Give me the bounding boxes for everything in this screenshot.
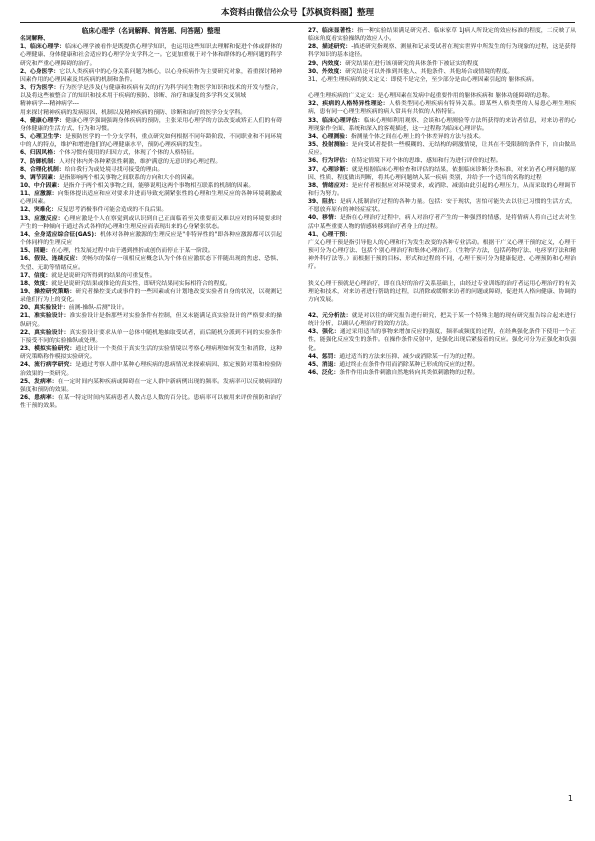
- entry-term: 6、归因风格：: [20, 150, 59, 157]
- entry-text: 用来探讨精神疾病的发病原因、机制以及精神疾病的预防、诊断和治疗的医学分支学科。: [20, 109, 247, 116]
- entry: [308, 312, 576, 328]
- entry-term: 18、效度：: [20, 280, 52, 287]
- entry-text: 精神病学---精神病学---: [20, 101, 79, 108]
- entry: [20, 272, 282, 280]
- section-heading: 名词解释、: [20, 36, 49, 43]
- entry: [20, 288, 282, 304]
- entry: [20, 247, 282, 255]
- entry-term: 46、泛化：: [308, 370, 340, 377]
- entry-term: 4、健康心理学：: [20, 117, 66, 124]
- entry-text: 通过适当的方法来压抑、减少或消除某一行为的过程。: [339, 353, 479, 360]
- entry-text: 心理生理疾病的广义定义：是心理因素在发病中起重要作用的躯体疾病和 躯体功能障碍的总称。: [308, 93, 554, 100]
- entry-term: 38、情绪应对：: [308, 182, 352, 189]
- entry: [308, 231, 576, 239]
- entry-term: 24、流行病学研究：: [20, 362, 76, 369]
- entry-text: 狭义心理干预就是心理治疗，即在良好的治疗关系基础上，由经过专业训练的治疗者运用心理治疗的有关理论和技术，对来访者进行帮助的过程，以消除或缓解来访者的问题或障碍，促进其人格向健康、协调的方向发展。: [308, 280, 576, 303]
- entry-term: 14、全身适应综合征(GAS)：: [20, 231, 100, 238]
- entry: [20, 378, 282, 394]
- entry: [308, 280, 576, 304]
- entry-term: 21、准实验设计：: [20, 313, 70, 320]
- entry-text: 是病人抵制治疗过程的各种力量。包括：安于现状，害怕可能失去以往已习惯的生活方式，不愿放弃原有的神经症症状。: [308, 199, 576, 214]
- entry: [20, 329, 282, 345]
- entry-term: 44、惩罚：: [308, 353, 340, 360]
- entry-term: 41、心理干预：: [308, 231, 351, 238]
- entry: [308, 214, 576, 230]
- entry: [308, 133, 576, 141]
- entry: [308, 166, 576, 182]
- entry-term: 7、防御机制：: [20, 158, 59, 165]
- entry-term: 36、行为评估：: [308, 158, 351, 165]
- entry: [20, 84, 282, 100]
- entry: [20, 68, 282, 84]
- entry-text: 研究者操控变式或事件的一些因素或有计划地改变实验者自身的状况，以观测记录他们行为上的变化。: [20, 289, 282, 304]
- entry-term: 12、突难化：: [20, 207, 58, 214]
- entry-text: 反复思考消极事件可能会造成的不良后果。: [57, 207, 168, 214]
- entry-text: 心理应激是个人在察觉到或认识到自己正面临着至关重要而又难以应对的环境要求时产生的一种倾向于通过各式各样的心理和生理反应而表现出来的心身紧张状态。: [20, 215, 282, 230]
- entry: [308, 369, 576, 377]
- entry: [308, 353, 576, 361]
- document-title: 临床心理学（名词解释、简答题、问答题）整理: [81, 27, 221, 35]
- entry-text: 向集体提出适应和应对要求并进而导致充满紧张性的心理和生理反应的各种环境刺激或心理因素。: [20, 191, 282, 206]
- entry-term: 45、消退：: [308, 361, 340, 368]
- entry-text: 指一种实验结果满足研究者、临床家草 1J病人所设定的效应标准的程度，二反映了从临床角度看实验操纵的效应人小。: [308, 28, 576, 43]
- entry: [20, 182, 282, 190]
- entry-term: 35、投射测验：: [308, 142, 352, 149]
- entry-term: 42、元分析法：: [308, 313, 352, 319]
- entry: [20, 361, 282, 377]
- entry-text: 机体对各种应激源的生理反应是"非特异性的"即各种应激源都可以引起个体同样的生理反应: [20, 231, 282, 247]
- entry: [308, 198, 576, 214]
- entry: [308, 361, 576, 369]
- entry: [308, 92, 576, 100]
- entry-term: 22、真实验设计：: [20, 329, 70, 336]
- entry: [308, 328, 576, 352]
- entry-term: 11、应激源：: [20, 191, 58, 198]
- entry-text: 通过终止在条件作用而消除某种已形成的反应的过程。: [339, 361, 479, 368]
- entry-text: 人格类型同心理疾病有特异关系。即某些人格类型的人易患心理生理疾病，患有同一心理生理疾病的病人常具有共似的人格特征。: [308, 101, 576, 116]
- entry-text: 人对付体内外各种紧张性刺激，维护满意的无意识的心理过程。: [58, 158, 222, 165]
- entry-text: 研究结论可以外推到其他人、其他条件、其他场合或情境的程度。: [345, 68, 514, 75]
- entry-text: 就是根据临床心理检查和评估的结果，依据临床诊断分类标准，对来访者心理问题的原因、性质、程度做出判断，将其心理问题纳入某一疾病 类别，并给予一个适当的名称的过程: [308, 166, 576, 181]
- right-entries: [308, 27, 576, 377]
- entry: [20, 206, 282, 214]
- entry: [308, 157, 576, 165]
- entry-term: 27、临床显著性：: [308, 28, 358, 34]
- entry-text: 是预防医学的一个分支学科，重点研究如何根据不同年龄阶段、不同职业和不同环境中的人的特点，维护和增进他们的心理健康水平，预防心理疾病的发生。: [20, 134, 282, 149]
- entry: [20, 133, 282, 149]
- entry-text: 美畅尔的保存一项相反应概念认为个体在应激状态下伴随出现的焦虑、恐惧、失望、无助等情绪反应。: [20, 256, 282, 271]
- entry-term: 9、调节因素：: [20, 174, 59, 181]
- entry-text: 通过采用适当的事物来增加反应的强度，频率或频度的过程，在经典强化条件下使用一个正性，能强化反应发生的条件。在操作条件反射中，是强化出现后紧接着的反应。强化可分为正强化和负强化。: [308, 329, 576, 352]
- entry-text: 通过设计一个类似于真实生活的实验情境以考察心理病理如何发生和消除，这种研究策略称作模拟实验研究。: [20, 346, 282, 361]
- entry-text: 临床心理学被看作是既提供心理学知识，也运用这些知识去理解和促进个体或群体的心理健康、身体健康和社会适应的心理学分支学科之一。它更加重视于对个体和群体的心理问题的科学研究和严重心理障碍的治疗。: [20, 44, 282, 67]
- entry: [308, 182, 576, 198]
- entry-text: 指测量个体之间在心理上的个体差异的方法与技术。: [350, 133, 485, 140]
- entry-text: 是向受试者提供一些模糊的、无结构的刺激情境，让其在不受限制的条件下，自由做出反应。: [308, 142, 576, 157]
- entry-text: 临床心理师利用观察、会谈和心理测验等方法所获得的来访者信息，对来访者的心理现象作全面、系统和深入的客观描述，这一过程称为临床心理评估。: [308, 117, 576, 132]
- entry: [20, 100, 282, 108]
- entry: [20, 215, 282, 231]
- entry: [308, 27, 576, 43]
- page-number: 1: [567, 794, 573, 803]
- entry-text: 条件作用由条件刺激自然地转向其类似刺激物的过程。: [339, 370, 479, 377]
- entry-text: 在某一特定时间内某病患者人数占总人数的百分比。患病率可以被用来评价预防和治疗性干预的效果。: [20, 395, 282, 410]
- entry: [308, 60, 576, 68]
- entry: [20, 117, 282, 133]
- entry-term: 19、操控研究策略：: [20, 289, 76, 295]
- entry-term: 25、发病率：: [20, 378, 58, 385]
- entry: [20, 312, 282, 328]
- entry-term: 15、回避：: [20, 248, 52, 255]
- entry-term: 32、疾病的人格特异性理论：: [308, 101, 389, 108]
- entry: [308, 43, 576, 59]
- entry-text: 是指影响两个相关事物之间联系的方向和大小的因素。: [58, 174, 198, 181]
- entry: [20, 190, 282, 206]
- right-column: [308, 27, 576, 377]
- entry-text: 就是对以往的研究报告进行研究，把关于某一个特殊主题的现有研究报告综合起来进行统计分析，以确认心理治疗的效的方法。: [308, 313, 576, 328]
- entry-text: 在一定时间内某种疾病或障碍在一定人群中新病例出现的频率。发病率可以反映病因的强度和预防的效果。: [20, 378, 282, 393]
- entry: [20, 109, 282, 117]
- entry-text: 准实验设计是指那些对实验条件有控制，但又未能满足真实验设计的严格要求的操纵研究。: [20, 313, 282, 328]
- entry-text: 真实验设计要求从单一总体中随机地抽取受试者，而后随机分派到不同的实验条件下接受不同的实验操纵或处理。: [20, 329, 282, 344]
- entry-text: 个体习惯有使用的归因方式，体现了个体的人格特征。: [58, 150, 198, 157]
- entry: [20, 345, 282, 361]
- entry: [20, 149, 282, 157]
- left-column: [20, 27, 282, 410]
- left-entries: [20, 43, 282, 410]
- entry-term: 43、强化：: [308, 329, 340, 336]
- entry: [20, 43, 282, 67]
- entry: [308, 239, 576, 272]
- entry-text: 行为医学是涉及(与健康和疾病有关的)行为科学同生物医学知识和技术的开发与整合，以及将这些被整合了的知识和技术用于疾病的预防、诊断、治疗和康复的多学科交叉领域: [20, 85, 282, 100]
- entry-text: -描述研究指观察、测量和记录受试者在现实世界中所发生的行为现象的过程，这是获得科学知识的基本途径。: [308, 44, 576, 59]
- entry-term: 34、心理测验：: [308, 133, 351, 140]
- entry-text: 就是是说研究结果或推论的真实性，即研究结果同实际相符合的程度。: [51, 280, 231, 287]
- entry-term: 8、合理化机制：: [20, 166, 65, 173]
- entry-term: 20、真实验设计：: [20, 305, 69, 312]
- entry-term: 37、心理诊断：: [308, 166, 352, 173]
- entry-text: 是指介于两个相关事物之间，能够说明这两个事物相互联系的机制的因素。: [62, 182, 255, 189]
- entry-term: 5、心理卫生学：: [20, 134, 66, 141]
- entry: [308, 117, 576, 133]
- entry-text: 研究结果在进行该项研究的具体条件下被证实的程度: [345, 60, 479, 67]
- entry-text: 就是是说研究所得到的结果的可重复性。: [51, 272, 156, 279]
- entry-text: 在心理，性发展过程中由于遇到挫折或创伤而停止于某一阶段。: [51, 248, 214, 255]
- entry: [20, 304, 282, 312]
- entry-term: 10、中介因素：: [20, 182, 63, 189]
- entry-term: 13、应激反应：: [20, 215, 64, 222]
- entry-text: 是应付者根据应对环境要求，或消除、减弱由此引起的心理压力，从而采取的心理调节和行为努力。: [308, 182, 576, 197]
- entry-text: 健康心理学强调强调身体疾病的预防，主张采用心理学的方法改变或矫正人们的有碍身体健康的生活方式、行为和习惯。: [20, 117, 282, 132]
- entry-term: 2、心身医学：: [20, 68, 60, 75]
- entry-text: 广义心理干预是指引导他人的心理和行为发生改变的各种专业活动。根据干广义心理干预的定义，心理干预可分为心理疗法、包括个别心理治疗和集体心理治疗。（生物学方法，包括药物疗法、电痉挛疗法和精神外科疗法等。）而根据于预的目标、形式和过程的不同，心理干预可分为健康促进、心理预防和心理治疗。: [308, 239, 576, 271]
- entry-term: 17、信度：: [20, 272, 52, 279]
- entry-text: 是通过考察人群中某种心理疾病的患病情况来探索病因、拟定预防对策和检验防治效果的一类研究。: [20, 362, 282, 377]
- entry-term: 23、模拟实验研究：: [20, 346, 76, 353]
- entry: [308, 68, 576, 76]
- entry-text: 给自我行为或处境寻找可接受的理由。: [64, 166, 164, 173]
- entry-term: 1、临床心理学：: [20, 44, 66, 51]
- entry-text: 前测-操纵-后测"设计。: [68, 305, 128, 312]
- entry: [20, 255, 282, 271]
- entry-term: 33、临床心理评估：: [308, 117, 364, 124]
- entry: [20, 280, 282, 288]
- entry-text: 在特定情境下对个体的思维、感知和行为进行评价的过程。: [350, 158, 502, 165]
- entry-text: 31、心理生理疾病的狭义定义：即使不是完全，至少部分是由心理因素引起的 躯体疾病。: [308, 76, 538, 83]
- entry-term: 26、患病率：: [20, 395, 58, 402]
- entry: [20, 394, 282, 410]
- entry-term: 39、阻抗：: [308, 199, 340, 206]
- entry-term: 28、描述研究：: [308, 44, 352, 51]
- entry-term: 30、外效度：: [308, 68, 346, 75]
- entry: [308, 76, 576, 84]
- page-header: 本资料由微信公众号【苏枫资料圈】整理: [220, 8, 374, 18]
- entry: [20, 174, 282, 182]
- entry-term: 16、假设、连续反应：: [20, 256, 82, 263]
- entry-text: 它以人类疾病中的心身关系问题为核心，以心身疾病作为主要研究对象，着重探讨精神因素作用的心理因素及其疾病的机制和条件。: [20, 68, 282, 83]
- entry: [20, 231, 282, 247]
- entry-term: 40、移情：: [308, 215, 340, 222]
- entry-term: 29、内效度：: [308, 60, 346, 67]
- entry: [308, 100, 576, 116]
- entry-text: 是指在心理治疗过程中，病人对治疗者产生的一种强烈的情感，是将情病人将自己过去对生活中某些重要人物的情感转移到治疗者身上的过程。: [308, 215, 576, 230]
- header-divider: [20, 22, 575, 23]
- entry: [308, 141, 576, 157]
- entry-term: 3、行为医学：: [20, 85, 60, 92]
- entry: [20, 166, 282, 174]
- entry: [20, 158, 282, 166]
